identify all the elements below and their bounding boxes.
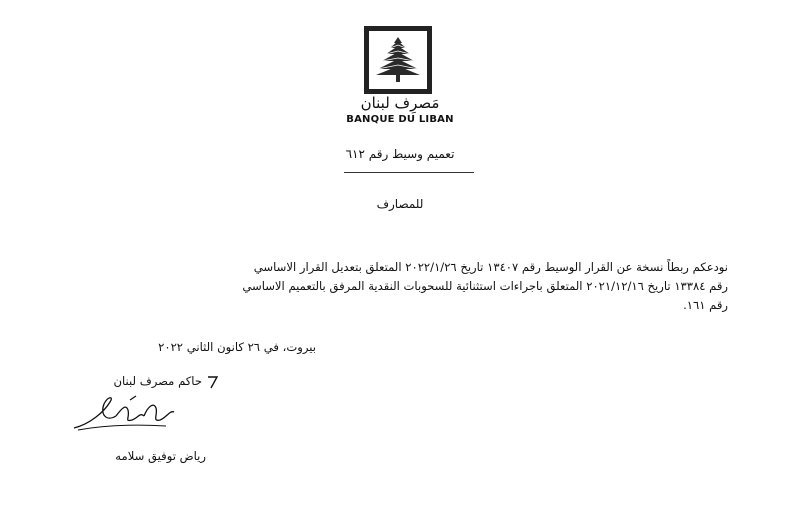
place-date: بيروت، في ٢٦ كانون الثاني ٢٠٢٢ <box>158 340 316 354</box>
body-line-1: نودعكم ربطاً نسخة عن القرار الوسيط رقم ١٣٤٠٧ تاريخ ٢٠٢٢/١/٢٦ المتعلق بتعديل القرار الاساسي <box>253 260 728 274</box>
letter-body <box>86 258 728 315</box>
body-line-2: رقم ١٣٣٨٤ تاريخ ٢٠٢١/١٢/١٦ المتعلق باجراءات استثنائية للسحوبات النقدية المرفق بالتعميم الاساسي <box>242 279 728 293</box>
bank-name-arabic: مَصرِف لبنان <box>360 94 440 112</box>
cedar-tree-icon <box>369 31 427 89</box>
circular-title: تعميم وسيط رقم ٦١٢ <box>345 147 455 161</box>
governor-title: حاكم مصرف لبنان <box>113 374 202 388</box>
body-line-3: رقم ١٦١. <box>683 298 728 312</box>
handwritten-signature <box>70 390 180 440</box>
recipient-line: للمصارف <box>376 197 424 211</box>
title-underline <box>344 172 474 173</box>
bank-name-latin: BANQUE DU LIBAN <box>346 114 454 125</box>
bank-logo <box>364 26 432 94</box>
signature-mark-icon <box>206 374 220 394</box>
governor-name: رياض توفيق سلامه <box>115 449 206 463</box>
